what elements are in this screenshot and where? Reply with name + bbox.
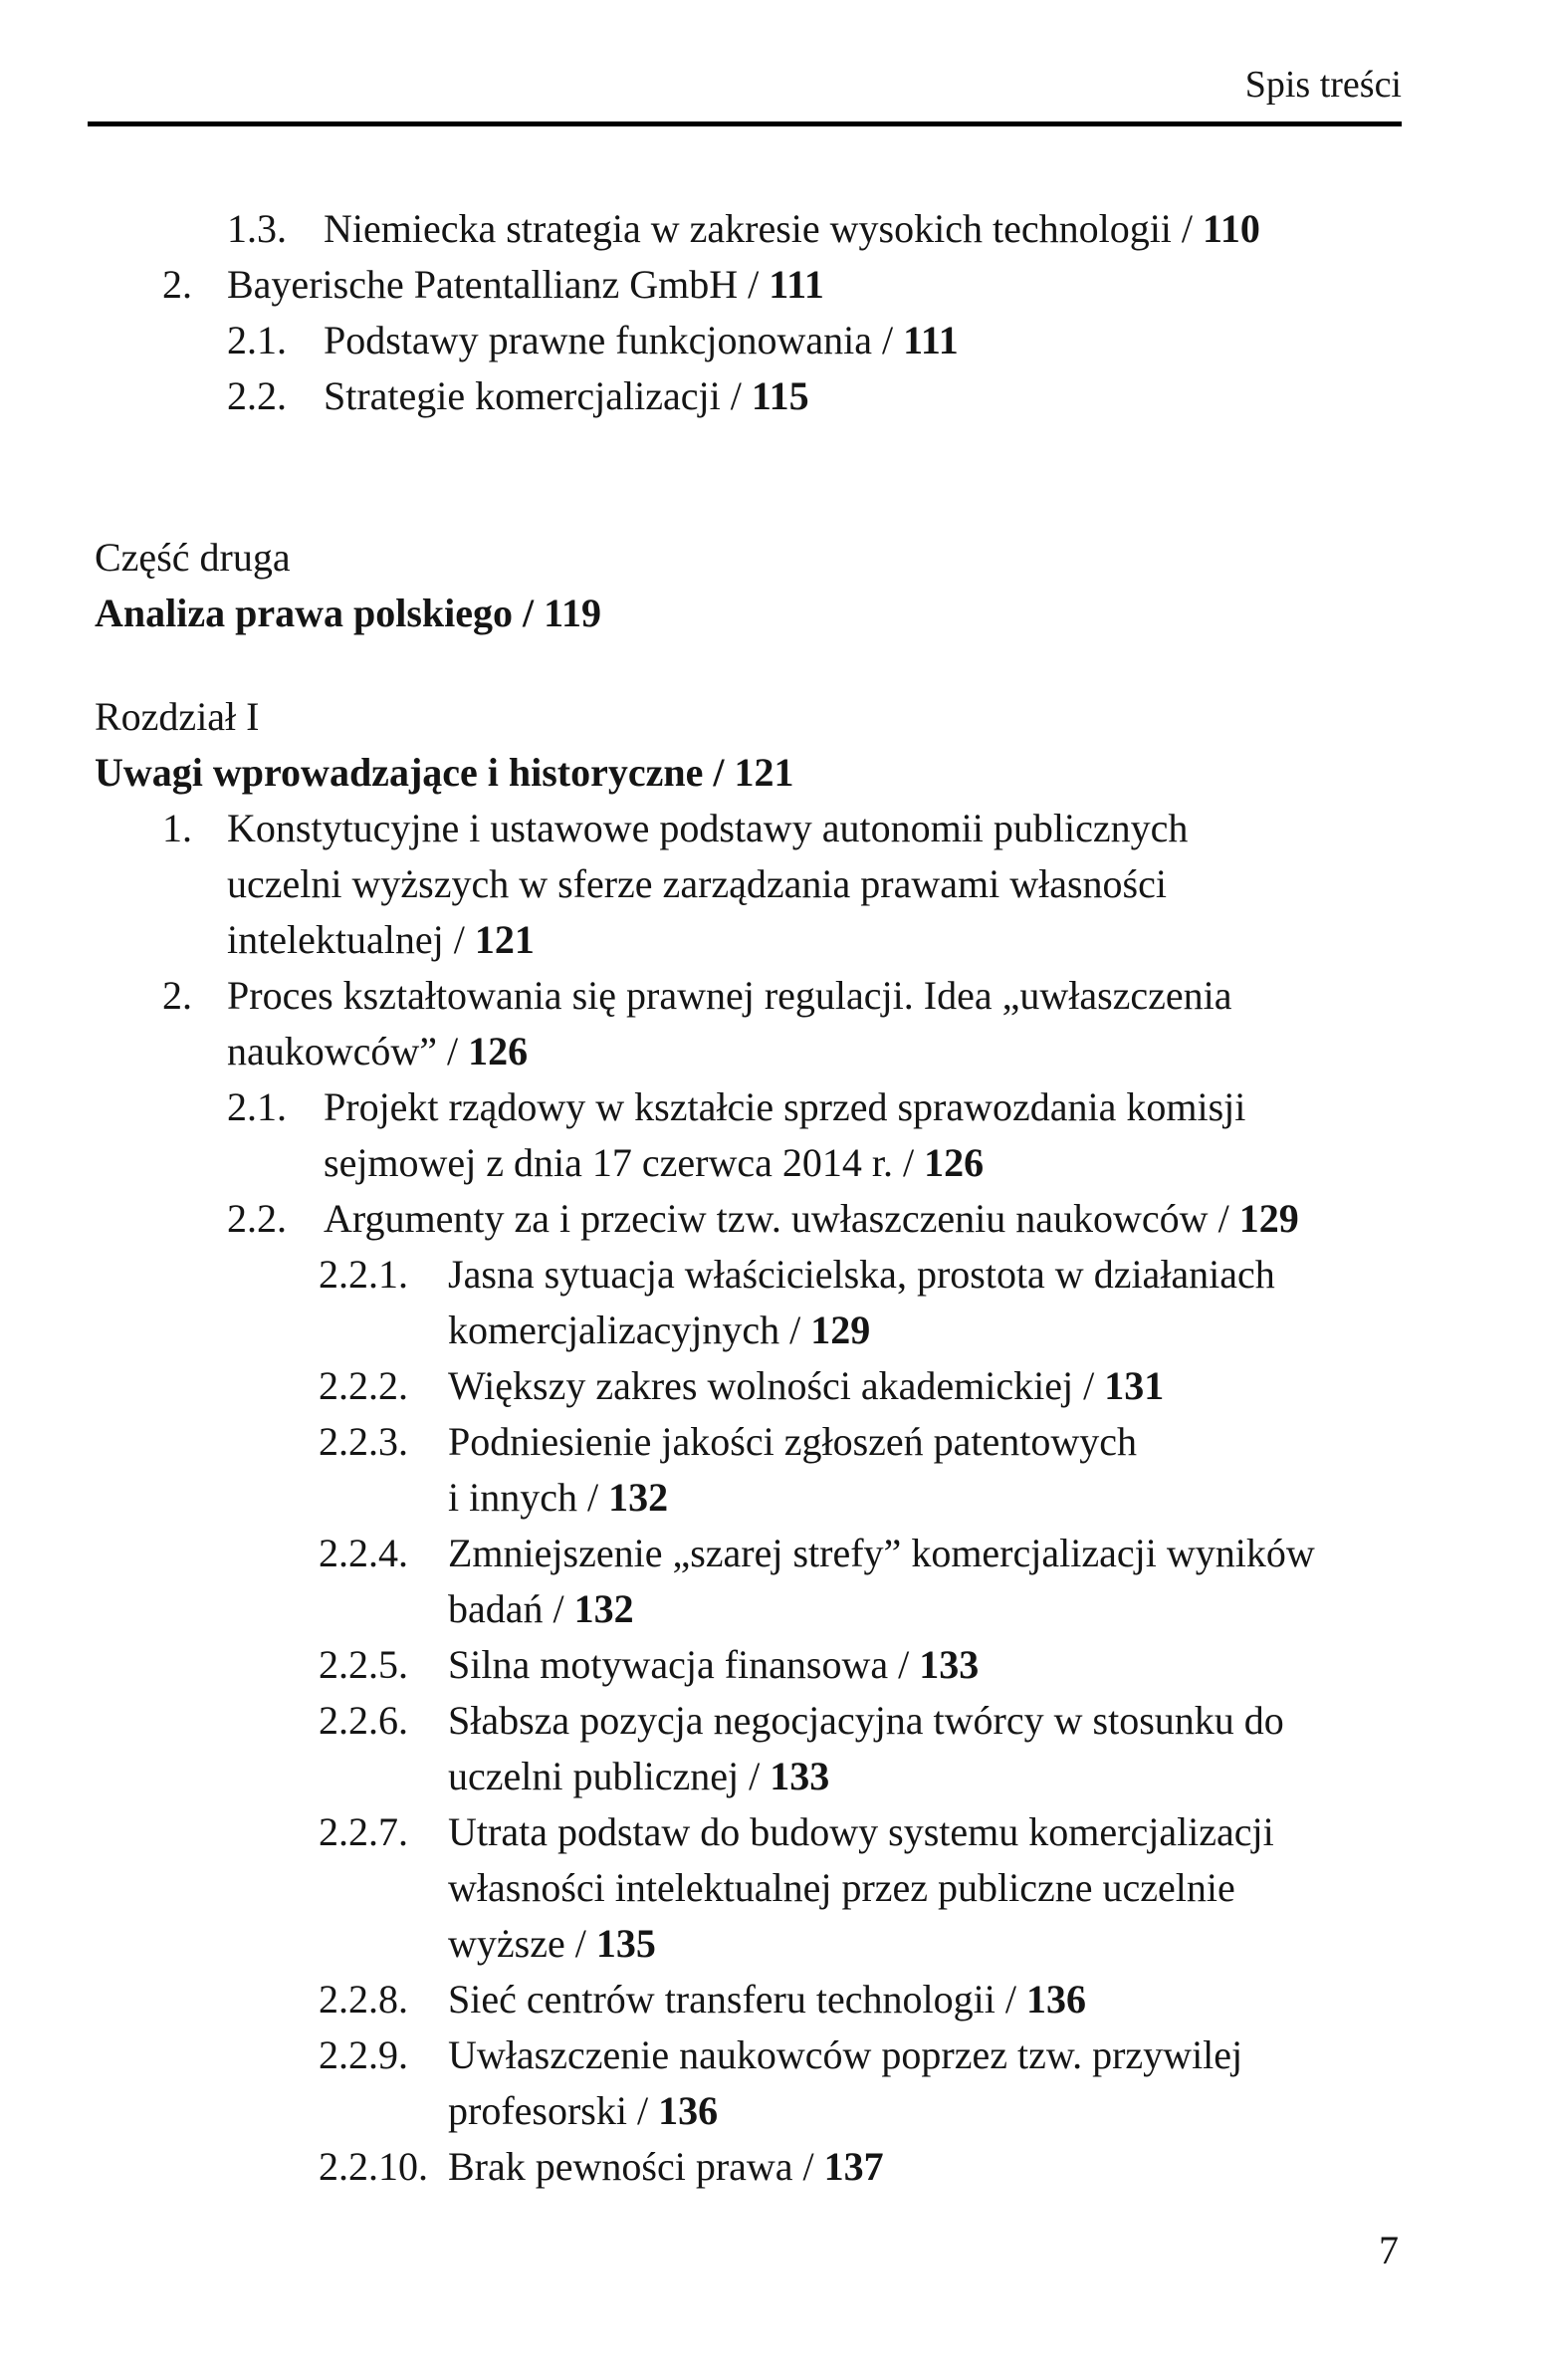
toc-item-page: 129: [1238, 1196, 1299, 1241]
toc-item-page: 115: [751, 373, 809, 418]
page-header: [0, 0, 1548, 108]
toc-item-text: [448, 2027, 1548, 2139]
toc-item-line: Brak pewności prawa / 137: [448, 2144, 884, 2189]
toc-item-line: Proces kształtowania się prawnej regulacji. Idea „uwłaszczenia: [227, 973, 1232, 1018]
toc-item-text: [324, 368, 1548, 424]
part-title-line: [95, 586, 1548, 641]
toc-content: [0, 201, 1548, 2195]
toc-item-page: 133: [919, 1642, 980, 1687]
toc-item-line: sejmowej z dnia 17 czerwca 2014 r. / 126: [324, 1140, 985, 1185]
toc-item-page: 136: [1025, 1977, 1086, 2022]
toc-item-page: 126: [924, 1140, 985, 1185]
toc-item: [95, 2027, 1548, 2139]
part-page: 119: [544, 591, 601, 635]
toc-item-line: Większy zakres wolności akademickiej / 131: [448, 1363, 1165, 1408]
toc-item-page: 110: [1203, 206, 1260, 251]
toc-item-page: 121: [474, 917, 535, 962]
toc-item-number: 2.2.1.: [319, 1252, 408, 1297]
toc-item-text: [324, 313, 1548, 368]
toc-item-line: uczelni wyższych w sferze zarządzania prawami własności: [227, 861, 1167, 906]
toc-item-number: 2.1.: [227, 1084, 287, 1129]
part-label: Część druga: [95, 535, 291, 580]
toc-item-line: wyższe / 135: [448, 1921, 656, 1966]
chapter-label: Rozdział I: [95, 694, 260, 739]
toc-item-page: 136: [658, 2088, 719, 2133]
toc-item: [95, 257, 1548, 313]
toc-item-text: [448, 1637, 1548, 1693]
toc-item-number: 2.2.: [227, 373, 287, 418]
toc-item-line: Podstawy prawne funkcjonowania / 111: [324, 318, 959, 362]
toc-item-text: [324, 1079, 1548, 1191]
toc-item-line: Uwłaszczenie naukowców poprzez tzw. przywilej: [448, 2032, 1243, 2077]
toc-item-line: Zmniejszenie „szarej strefy” komercjalizacji wyników: [448, 1531, 1315, 1575]
chapter-title-line: [95, 745, 1548, 801]
toc-item-text: [448, 1414, 1548, 1526]
toc-item-text: [448, 1526, 1548, 1637]
toc-top-list: [95, 201, 1548, 424]
toc-item-text: [448, 1358, 1548, 1414]
toc-item-page: 135: [595, 1921, 656, 1966]
toc-item-line: Argumenty za i przeciw tzw. uwłaszczeniu naukowców / 129: [324, 1196, 1299, 1241]
toc-item-page: 132: [608, 1475, 669, 1520]
toc-item-number: 2.2.2.: [319, 1363, 408, 1408]
toc-item-line: komercjalizacyjnych / 129: [448, 1308, 871, 1352]
toc-item-line: Projekt rządowy w kształcie sprzed sprawozdania komisji: [324, 1084, 1246, 1129]
toc-item: [95, 1693, 1548, 1804]
chapter-separator: /: [703, 750, 735, 795]
toc-item: [95, 1247, 1548, 1358]
header-title: Spis treści: [1244, 64, 1402, 106]
chapter-title: Uwagi wprowadzające i historyczne: [95, 750, 704, 795]
toc-chapter-list: [95, 801, 1548, 2195]
toc-item-page: 137: [823, 2144, 884, 2189]
part-separator: /: [513, 591, 545, 635]
toc-item-text: [448, 1693, 1548, 1804]
toc-item: [95, 801, 1548, 968]
toc-item-number: 2.1.: [227, 318, 287, 362]
toc-item-line: własności intelektualnej przez publiczne uczelnie: [448, 1865, 1235, 1910]
toc-item-line: Bayerische Patentallianz GmbH / 111: [227, 262, 824, 307]
toc-item-line: naukowców” / 126: [227, 1029, 529, 1073]
toc-item-number: 2.2.: [227, 1196, 287, 1241]
toc-item-page: 126: [468, 1029, 529, 1073]
toc-item-line: Silna motywacja finansowa / 133: [448, 1642, 980, 1687]
toc-item-text: [324, 1191, 1548, 1247]
toc-item-line: Sieć centrów transferu technologii / 136: [448, 1977, 1086, 2022]
toc-item: [95, 1526, 1548, 1637]
toc-item-number: 2.2.4.: [319, 1531, 408, 1575]
toc-item-line: Konstytucyjne i ustawowe podstawy autonomii publicznych: [227, 806, 1189, 850]
toc-item-page: 111: [903, 318, 959, 362]
toc-item: [95, 313, 1548, 368]
page-number: 7: [1379, 2228, 1399, 2272]
toc-item-page: 132: [573, 1586, 634, 1631]
header-rule: [88, 121, 1402, 126]
toc-item-page: 133: [770, 1754, 830, 1798]
toc-item-page: 111: [769, 262, 824, 307]
toc-item-text: [227, 801, 1548, 968]
toc-item-line: Strategie komercjalizacji / 115: [324, 373, 809, 418]
toc-item-page: 129: [810, 1308, 871, 1352]
toc-item: [95, 2139, 1548, 2195]
toc-item-line: Niemiecka strategia w zakresie wysokich technologii / 110: [324, 206, 1260, 251]
toc-item-number: 1.: [162, 806, 192, 850]
toc-item-number: 2.: [162, 262, 192, 307]
toc-item: [95, 968, 1548, 1079]
toc-item: [95, 1637, 1548, 1693]
toc-item-line: Utrata podstaw do budowy systemu komercjalizacji: [448, 1809, 1274, 1854]
toc-item-line: Słabsza pozycja negocjacyjna twórcy w stosunku do: [448, 1698, 1284, 1743]
toc-item-line: intelektualnej / 121: [227, 917, 535, 962]
toc-item-number: 2.2.6.: [319, 1698, 408, 1743]
toc-item-line: badań / 132: [448, 1586, 634, 1631]
toc-item: [95, 1358, 1548, 1414]
toc-item-text: [227, 257, 1548, 313]
toc-item-number: 2.2.9.: [319, 2032, 408, 2077]
toc-item-line: i innych / 132: [448, 1475, 669, 1520]
toc-item-text: [227, 968, 1548, 1079]
part-heading: [95, 530, 1548, 641]
toc-item-line: Podniesienie jakości zgłoszeń patentowych: [448, 1419, 1138, 1464]
toc-item: [95, 1079, 1548, 1191]
toc-item-number: 2.2.5.: [319, 1642, 408, 1687]
toc-item: [95, 1191, 1548, 1247]
toc-item-number: 1.3.: [227, 206, 287, 251]
chapter-heading: [95, 689, 1548, 801]
toc-item-text: [324, 201, 1548, 257]
part-title: Analiza prawa polskiego: [95, 591, 514, 635]
toc-item-text: [448, 1804, 1548, 1972]
toc-item-number: 2.2.8.: [319, 1977, 408, 2022]
toc-item-number: 2.2.3.: [319, 1419, 408, 1464]
toc-item: [95, 201, 1548, 257]
toc-item-line: uczelni publicznej / 133: [448, 1754, 830, 1798]
toc-item-number: 2.: [162, 973, 192, 1018]
toc-item-line: Jasna sytuacja właścicielska, prostota w działaniach: [448, 1252, 1275, 1297]
toc-item-page: 131: [1104, 1363, 1165, 1408]
toc-item-number: 2.2.7.: [319, 1809, 408, 1854]
toc-item: [95, 1414, 1548, 1526]
toc-item: [95, 368, 1548, 424]
toc-item-number: 2.2.10.: [319, 2144, 428, 2189]
toc-item-line: profesorski / 136: [448, 2088, 719, 2133]
toc-item-text: [448, 2139, 1548, 2195]
toc-item-text: [448, 1972, 1548, 2027]
toc-item-text: [448, 1247, 1548, 1358]
toc-item: [95, 1972, 1548, 2027]
chapter-page: 121: [734, 750, 794, 795]
toc-item: [95, 1804, 1548, 1972]
